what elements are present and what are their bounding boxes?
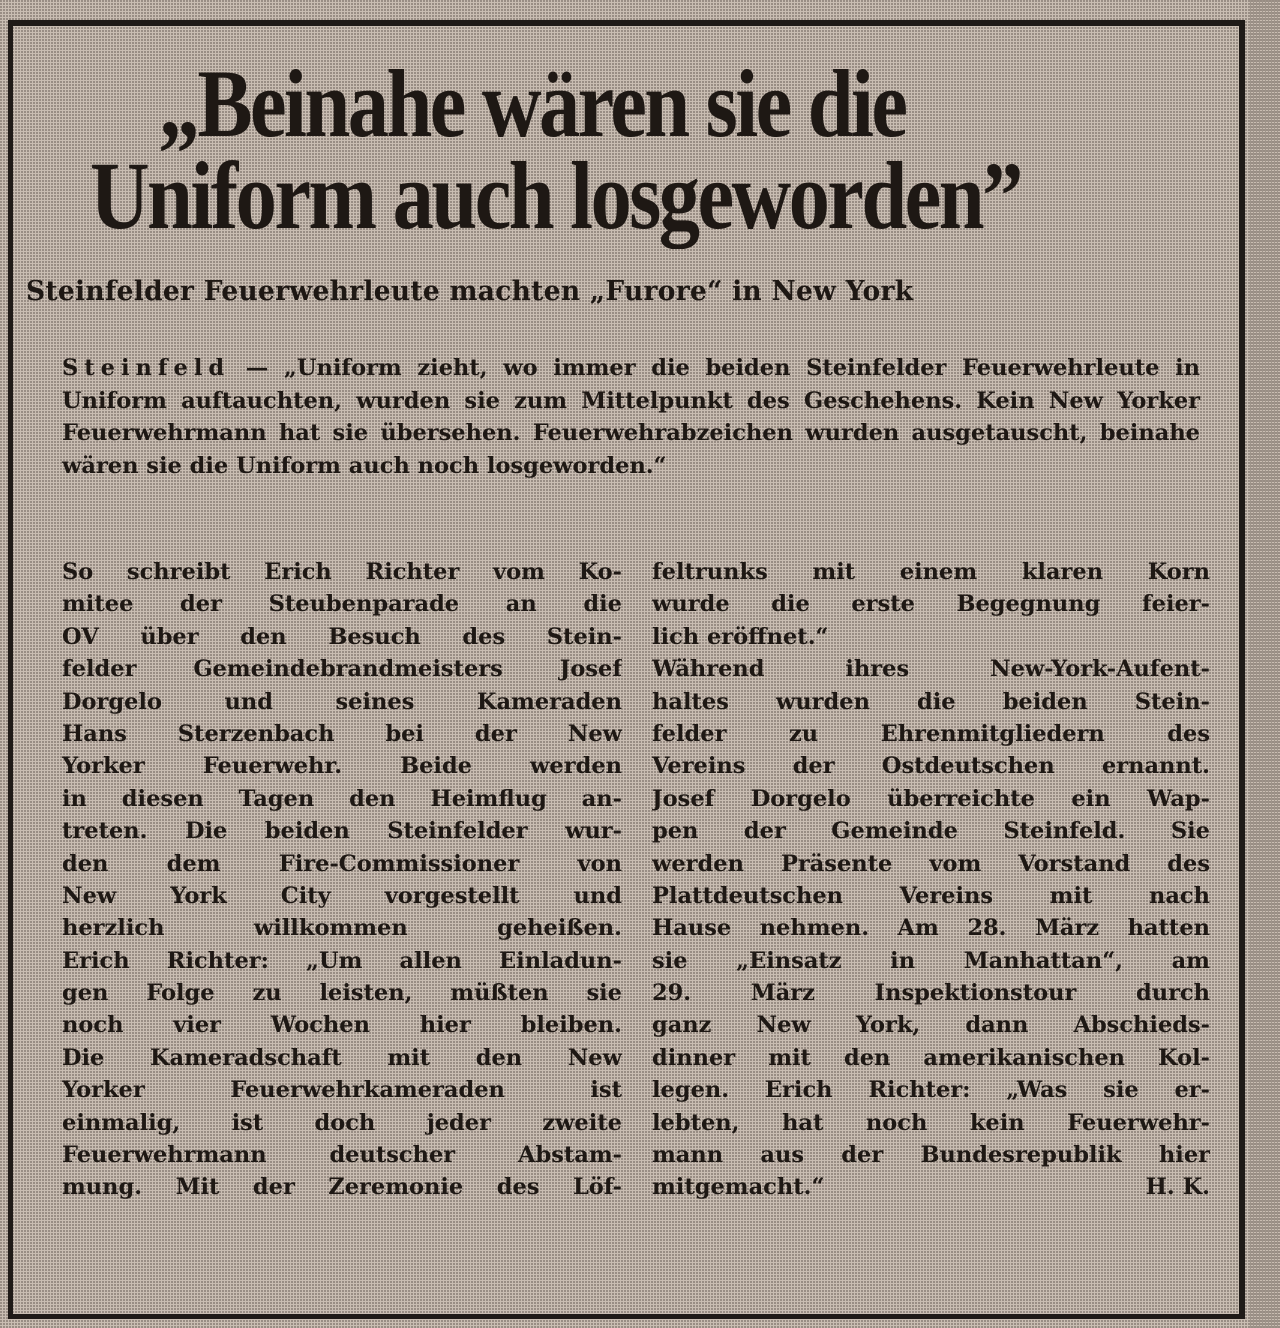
text-line: dinner mit den amerikanischen Kol-: [652, 1044, 1210, 1071]
text-line: herzlich willkommen geheißen.: [62, 915, 622, 942]
headline-line-2: Uniform auch losgeworden”: [90, 142, 1021, 249]
closing-text: mitgemacht.“: [652, 1174, 825, 1201]
text-line: mann aus der Bundesrepublik hier: [652, 1142, 1210, 1169]
text-line: haltes wurden die beiden Stein-: [652, 688, 1210, 715]
text-line: lebten, hat noch kein Feuerwehr-: [652, 1109, 1210, 1136]
lead-paragraph: [62, 352, 1200, 482]
text-line: werden Präsente vom Vorstand des: [652, 850, 1210, 877]
text-line: Hause nehmen. Am 28. März hatten: [652, 915, 1210, 942]
text-line: Josef Dorgelo überreichte ein Wap-: [652, 785, 1210, 812]
text-line: lich eröffnet.“: [652, 623, 829, 650]
text-line: 29. März Inspektionstour durch: [652, 980, 1210, 1007]
text-line: pen der Gemeinde Steinfeld. Sie: [652, 818, 1210, 845]
paper-edge: [1250, 0, 1280, 1328]
text-line: einmalig, ist doch jeder zweite: [62, 1109, 622, 1136]
text-line: Feuerwehrmann deutscher Abstam-: [62, 1142, 622, 1169]
subheadline: Steinfelder Feuerwehrleute machten „Furore“ in New York: [26, 276, 914, 307]
text-line: gen Folge zu leisten, müßten sie: [62, 980, 622, 1007]
text-line: felder Gemeindebrandmeisters Josef: [62, 656, 622, 683]
headline-line-1: „Beinahe wären sie die: [158, 50, 906, 157]
text-line: treten. Die beiden Steinfelder wur-: [62, 818, 622, 845]
text-line: Dorgelo und seines Kameraden: [62, 688, 622, 715]
text-line: mung. Mit der Zeremonie des Löf-: [62, 1174, 622, 1201]
text-line: OV über den Besuch des Stein-: [62, 623, 622, 650]
closing-line: [652, 1171, 1210, 1203]
text-line: sie „Einsatz in Manhattan“, am: [652, 947, 1210, 974]
column-right: [652, 556, 1210, 1204]
text-line: Während ihres New-York-Aufent-: [652, 656, 1210, 683]
text-line: Plattdeutschen Vereins mit nach: [652, 882, 1210, 909]
text-line: felder zu Ehrenmitgliedern des: [652, 720, 1210, 747]
text-line: ganz New York, dann Abschieds-: [652, 1012, 1210, 1039]
text-line: noch vier Wochen hier bleiben.: [62, 1012, 622, 1039]
text-line: feltrunks mit einem klaren Korn: [652, 559, 1210, 585]
text-line: Erich Richter: „Um allen Einladun-: [62, 947, 622, 974]
text-line: legen. Erich Richter: „Was sie er-: [652, 1077, 1210, 1104]
text-line: Yorker Feuerwehr. Beide werden: [62, 753, 622, 780]
text-line: Yorker Feuerwehrkameraden ist: [62, 1077, 622, 1104]
text-line: den dem Fire-Commissioner von: [62, 850, 622, 877]
lead-text: — „Uniform zieht, wo immer die beiden Steinfelder Feuerwehrleute in Uniform auftauchten, wurden sie zum Mittelpunkt des Geschehens. Kein New Yorker Feuerwehrmann hat sie übersehen. Feuerwehrabzeichen wurden ausgetauscht, beinahe wären sie die Uniform auch noch losgeworden.“: [62, 355, 1200, 479]
text-line: in diesen Tagen den Heimflug an-: [62, 785, 622, 812]
text-line: wurde die erste Begegnung feier-: [652, 591, 1210, 618]
column-left: [62, 556, 622, 1204]
text-line: Hans Sterzenbach bei der New: [62, 720, 622, 747]
dateline: Steinfeld: [62, 355, 231, 381]
author-signature: H. K.: [1145, 1174, 1210, 1201]
text-line: So schreibt Erich Richter vom Ko-: [62, 559, 622, 585]
text-line: mitee der Steubenparade an die: [62, 591, 622, 618]
text-line: Die Kameradschaft mit den New: [62, 1044, 622, 1071]
headline: [90, 50, 1053, 249]
text-line: New York City vorgestellt und: [62, 882, 622, 909]
text-line: Vereins der Ostdeutschen ernannt.: [652, 753, 1210, 780]
